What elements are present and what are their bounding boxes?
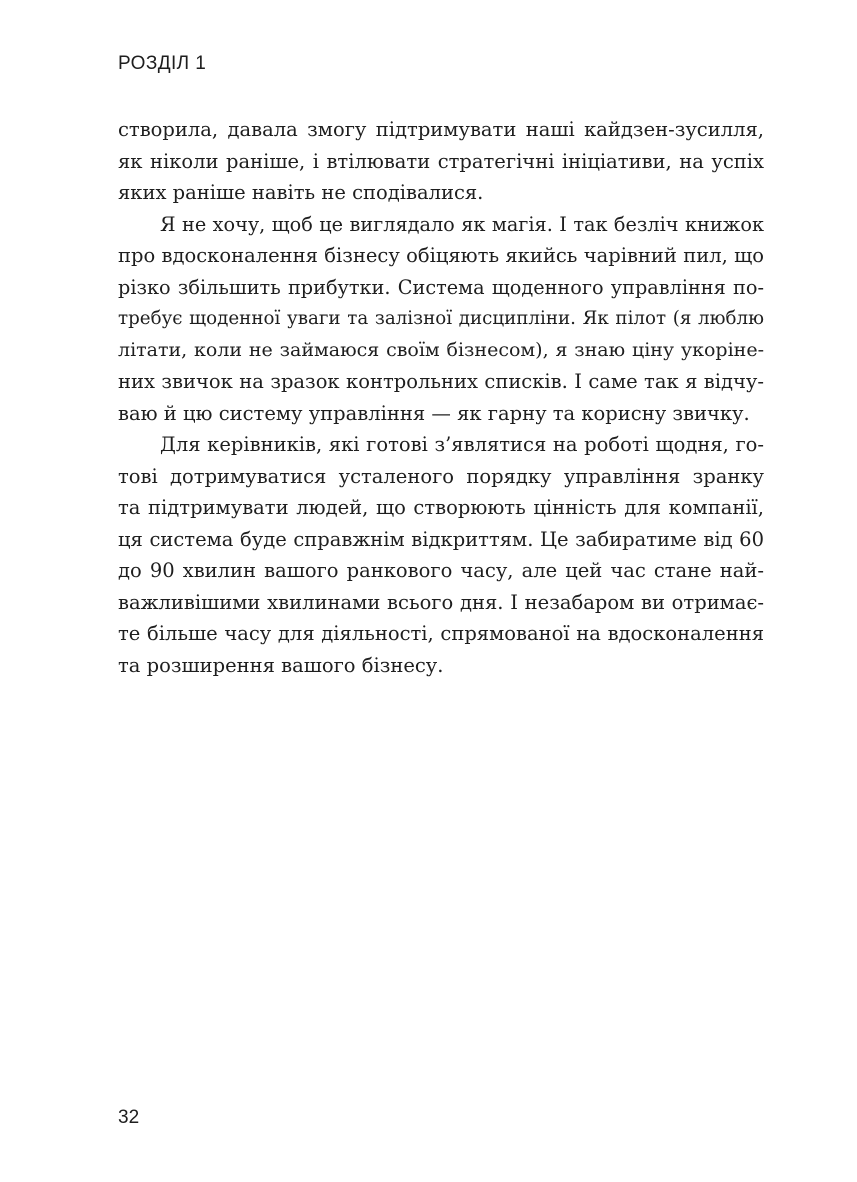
text-line: створила, давала змогу підтримувати наші кайдзен-зусилля, bbox=[118, 118, 764, 141]
text-line: ця система буде справжнім відкриттям. Це забиратиме від 60 bbox=[118, 527, 764, 551]
text-line: Для керівників, які готові з’являтися на роботі щодня, го- bbox=[160, 433, 764, 456]
paragraph-2 bbox=[118, 209, 764, 430]
text-line: ваю й цю систему управління — як гарну та корисну звичку. bbox=[118, 401, 750, 425]
paragraph-3 bbox=[118, 429, 764, 681]
text-line: требує щоденної уваги та залізної дисципліни. Як пілот (я люблю bbox=[118, 308, 764, 329]
text-line: різко збільшить прибутки. Система щоденного управління по- bbox=[118, 275, 764, 299]
text-line: них звичок на зразок контрольних списків. І саме так я відчу- bbox=[118, 370, 764, 393]
text-line: те більше часу для діяльності, спрямованої на вдосконалення bbox=[118, 622, 764, 645]
text-line: до 90 хвилин вашого ранкового часу, але цей час стане най- bbox=[118, 559, 764, 582]
page-number: 32 bbox=[118, 1107, 140, 1128]
paragraph-1 bbox=[118, 114, 764, 209]
text-line: про вдосконалення бізнесу обіцяють якийсь чарівний пил, що bbox=[118, 244, 764, 267]
text-line: Я не хочу, щоб це виглядало як магія. І так безліч книжок bbox=[160, 212, 764, 236]
text-line: та розширення вашого бізнесу. bbox=[118, 653, 444, 677]
text-line: літати, коли не займаюся своїм бізнесом), я знаю ціну укорінe- bbox=[118, 338, 764, 361]
text-line: тові дотримуватися усталеного порядку управління зранку bbox=[118, 464, 764, 488]
text-line: як ніколи раніше, і втілювати стратегічні ініціативи, на успіх bbox=[118, 149, 764, 173]
body-text bbox=[118, 114, 764, 681]
text-line: та підтримувати людей, що створюють цінність для компанії, bbox=[118, 496, 764, 519]
text-line: яких раніше навіть не сподівалися. bbox=[118, 181, 484, 204]
running-head: РОЗДІЛ 1 bbox=[118, 53, 207, 74]
text-line: важливішими хвилинами всього дня. І незабаром ви отримає- bbox=[118, 590, 764, 614]
